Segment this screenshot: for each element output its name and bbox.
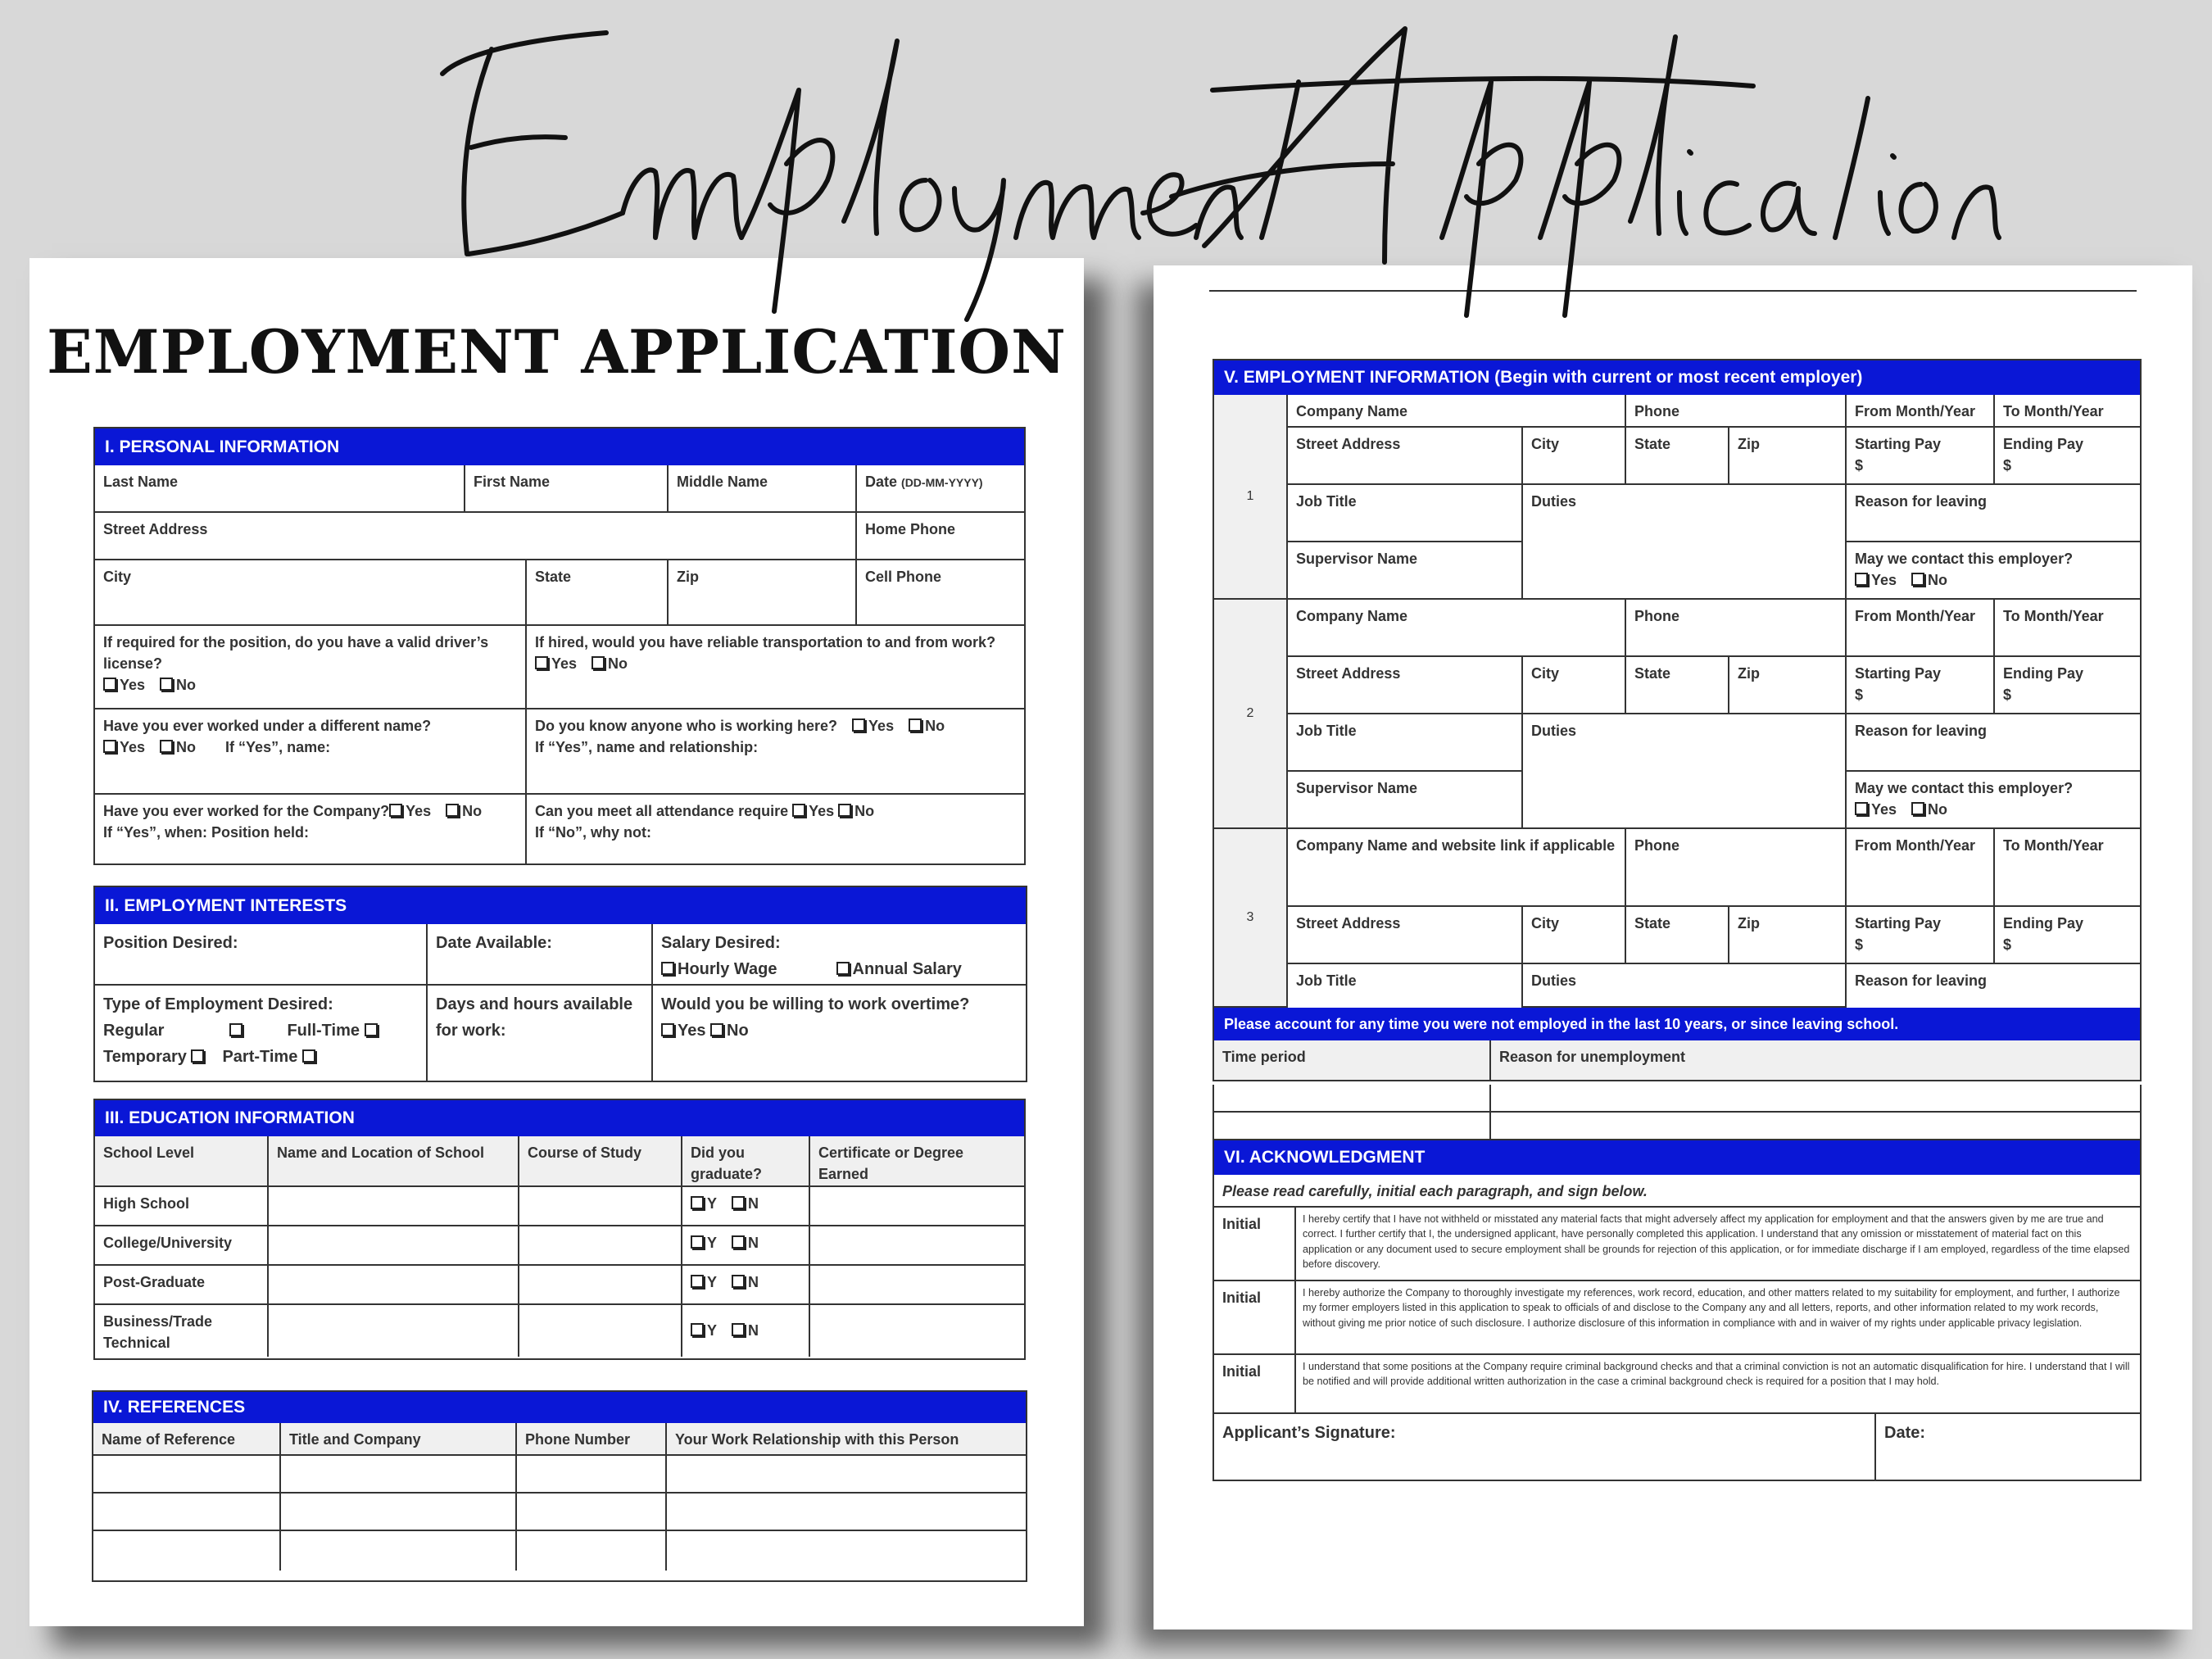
- phone-field[interactable]: Phone: [1626, 395, 1847, 428]
- unemployment-reason-header: Reason for unemployment: [1491, 1040, 2140, 1080]
- transport-yes-checkbox[interactable]: [535, 656, 548, 669]
- reason-for-leaving-field[interactable]: Reason for leaving: [1847, 964, 2140, 1022]
- graduated-yes-checkbox[interactable]: [691, 1235, 704, 1249]
- personal-section-header: I. PERSONAL INFORMATION: [95, 428, 1024, 465]
- initial-box-3[interactable]: Initial: [1214, 1355, 1296, 1414]
- street-address-field[interactable]: Street Address: [95, 513, 857, 560]
- education-entry-cell[interactable]: [269, 1266, 519, 1305]
- references-section: [92, 1390, 1027, 1582]
- street-address-field[interactable]: Street Address: [1288, 657, 1523, 714]
- middle-name-field[interactable]: Middle Name: [669, 465, 857, 513]
- overtime-question: Would you be willing to work overtime? Yes No: [661, 995, 970, 1040]
- days-hours-field[interactable]: Days and hours available for work:: [428, 986, 653, 1081]
- from-date-field[interactable]: From Month/Year: [1847, 600, 1995, 657]
- education-entry-cell[interactable]: [519, 1226, 682, 1266]
- time-period-cell[interactable]: [1214, 1085, 1491, 1113]
- personal-information-section: [93, 427, 1026, 865]
- employment-section-header: V. EMPLOYMENT INFORMATION (Begin with current or most recent employer): [1214, 360, 2140, 395]
- ending-pay-field[interactable]: Ending Pay $: [1995, 657, 2140, 714]
- reference-entry-cell[interactable]: [517, 1494, 667, 1531]
- reference-entry-cell[interactable]: [281, 1494, 517, 1531]
- know-yes-checkbox[interactable]: [852, 718, 865, 732]
- school-name-header: Name and Location of School: [269, 1136, 519, 1187]
- college-row-label: College/University: [95, 1226, 269, 1266]
- company-name-field[interactable]: Company Name and website link if applicable: [1288, 829, 1626, 907]
- ending-pay-field[interactable]: Ending Pay $: [1995, 428, 2140, 485]
- know-anyone-question: Do you know anyone who is working here? Yes No If “Yes”, name and relationship:: [527, 709, 1024, 795]
- graduated-no-checkbox[interactable]: [732, 1323, 745, 1336]
- contact-no-checkbox[interactable]: [1911, 573, 1924, 586]
- education-entry-cell[interactable]: [519, 1305, 682, 1357]
- date-field[interactable]: Date (DD-MM-YYYY): [857, 465, 1024, 513]
- education-entry-cell[interactable]: [519, 1266, 682, 1305]
- reference-entry-cell[interactable]: [517, 1456, 667, 1494]
- certificate-header: Certificate or Degree Earned: [810, 1136, 1024, 1187]
- position-desired-field[interactable]: Position Desired:: [95, 924, 428, 986]
- reference-entry-cell[interactable]: [667, 1494, 1026, 1531]
- license-no-checkbox[interactable]: [160, 678, 173, 691]
- education-entry-cell[interactable]: [810, 1187, 1024, 1226]
- acknowledgment-paragraph-1: I hereby certify that I have not withheld or misstated any material facts that might adversely affect my application for employment and that the answers given by me are true and correct. I further certify that I, the undersigned applicant, have personally completed this application. I understand that any omission or misstatement of material fact on this application or any document used to secure employment shall be grounds for rejection of this application, or for immediate discharge if I am employed, regardless of the time elapsed before discovery.: [1296, 1208, 2140, 1281]
- graduated-checkboxes: Y N: [682, 1187, 810, 1226]
- course-of-study-header: Course of Study: [519, 1136, 682, 1187]
- job-title-field[interactable]: Job Title: [1288, 485, 1523, 542]
- reference-relationship-header: Your Work Relationship with this Person: [667, 1423, 1026, 1456]
- education-entry-cell[interactable]: [519, 1187, 682, 1226]
- education-entry-cell[interactable]: [810, 1305, 1024, 1357]
- diff-name-no-checkbox[interactable]: [160, 740, 173, 753]
- acknowledgment-paragraph-2: I hereby authorize the Company to thoroughly investigate my references, work record, education, and other matters related to my suitability for employment, and further, I authorize my former employers listed in this application to speak to officials of and disclose to the Company any and all letters, reports, and other information related to my work records, without giving me prior notice of such disclosure. I authorize disclosure of this information in compliance with and in waiver of my rights under applicable privacy legislation.: [1296, 1281, 2140, 1355]
- post-graduate-row-label: Post-Graduate: [95, 1266, 269, 1305]
- reference-title-company-header: Title and Company: [281, 1423, 517, 1456]
- contact-employer-question: May we contact this employer? Yes No: [1847, 772, 2140, 829]
- reference-entry-cell[interactable]: [93, 1531, 281, 1571]
- employer-number: 3: [1214, 829, 1288, 1008]
- acknowledgment-instruction: Please read carefully, initial each paragraph, and sign below.: [1214, 1175, 2140, 1208]
- job-title-field[interactable]: Job Title: [1288, 714, 1523, 772]
- contact-yes-checkbox[interactable]: [1855, 573, 1868, 586]
- graduated-yes-checkbox[interactable]: [691, 1196, 704, 1209]
- duties-field[interactable]: Duties: [1523, 964, 1847, 1008]
- business-trade-row-label: Business/Trade Technical: [95, 1305, 269, 1357]
- graduated-checkboxes: Y N: [682, 1226, 810, 1266]
- education-entry-cell[interactable]: [810, 1266, 1024, 1305]
- reference-entry-cell[interactable]: [281, 1531, 517, 1571]
- worked-yes-checkbox[interactable]: [389, 804, 402, 817]
- time-period-cell[interactable]: [1214, 1113, 1491, 1140]
- reference-entry-cell[interactable]: [517, 1531, 667, 1571]
- city-field[interactable]: City: [1523, 657, 1626, 714]
- from-date-field[interactable]: From Month/Year: [1847, 829, 1995, 907]
- state-field[interactable]: State: [1626, 907, 1729, 964]
- initial-box-2[interactable]: Initial: [1214, 1281, 1296, 1355]
- license-question: If required for the position, do you have a valid driver’s license? Yes No: [95, 626, 527, 709]
- reason-for-leaving-field[interactable]: Reason for leaving: [1847, 485, 2140, 542]
- worked-for-company-question: Have you ever worked for the Company? Yes No If “Yes”, when: Position held:: [95, 795, 527, 863]
- employer-number: 2: [1214, 600, 1288, 829]
- unemployment-reason-cell[interactable]: [1491, 1085, 2140, 1113]
- acknowledgment-section: [1213, 1139, 2142, 1481]
- company-name-field[interactable]: Company Name: [1288, 395, 1626, 428]
- attendance-no-checkbox[interactable]: [838, 804, 851, 817]
- supervisor-name-field[interactable]: Supervisor Name: [1288, 772, 1523, 829]
- graduated-no-checkbox[interactable]: [732, 1275, 745, 1288]
- city-field[interactable]: City: [1523, 907, 1626, 964]
- city-field[interactable]: City: [1523, 428, 1626, 485]
- zip-field[interactable]: Zip: [1729, 657, 1847, 714]
- applicant-signature-field[interactable]: Applicant’s Signature:: [1214, 1414, 1876, 1480]
- zip-field[interactable]: Zip: [1729, 907, 1847, 964]
- to-date-field[interactable]: To Month/Year: [1995, 600, 2140, 657]
- reference-phone-header: Phone Number: [517, 1423, 667, 1456]
- starting-pay-field[interactable]: Starting Pay $: [1847, 428, 1995, 485]
- last-name-field[interactable]: Last Name: [95, 465, 465, 513]
- overtime-yes-checkbox[interactable]: [661, 1023, 674, 1036]
- reference-entry-cell[interactable]: [281, 1456, 517, 1494]
- school-level-header: School Level: [95, 1136, 269, 1187]
- employment-information-section: [1213, 359, 2142, 1081]
- graduated-yes-checkbox[interactable]: [691, 1275, 704, 1288]
- cell-phone-field[interactable]: Cell Phone: [857, 560, 1024, 626]
- unemployment-rows: [1213, 1085, 2142, 1142]
- state-field[interactable]: State: [1626, 657, 1729, 714]
- company-name-field[interactable]: Company Name: [1288, 600, 1626, 657]
- ending-pay-field[interactable]: Ending Pay $: [1995, 907, 2140, 964]
- zip-field[interactable]: Zip: [1729, 428, 1847, 485]
- unemployment-header: Please account for any time you were not employed in the last 10 years, or since leaving school.: [1214, 1008, 2140, 1040]
- initial-box-1[interactable]: Initial: [1214, 1208, 1296, 1281]
- starting-pay-field[interactable]: Starting Pay $: [1847, 657, 1995, 714]
- high-school-row-label: High School: [95, 1187, 269, 1226]
- job-title-field[interactable]: Job Title: [1288, 964, 1523, 1022]
- acknowledgment-paragraph-3: I understand that some positions at the Company require criminal background checks and that a criminal conviction is not an automatic disqualification for hire. I understand that I will be notified and will provide additional written authorization in the case a criminal background check is required for a position that I may hold.: [1296, 1355, 2140, 1414]
- graduated-no-checkbox[interactable]: [732, 1196, 745, 1209]
- phone-field[interactable]: Phone: [1626, 829, 1847, 907]
- to-date-field[interactable]: To Month/Year: [1995, 395, 2140, 428]
- transport-no-checkbox[interactable]: [592, 656, 605, 669]
- state-field[interactable]: State: [1626, 428, 1729, 485]
- interests-section-header: II. EMPLOYMENT INTERESTS: [95, 887, 1026, 924]
- education-entry-cell[interactable]: [269, 1226, 519, 1266]
- zip-field[interactable]: Zip: [669, 560, 857, 626]
- reason-for-leaving-field[interactable]: Reason for leaving: [1847, 714, 2140, 772]
- street-address-field[interactable]: Street Address: [1288, 428, 1523, 485]
- from-date-field[interactable]: From Month/Year: [1847, 395, 1995, 428]
- references-section-header: IV. REFERENCES: [93, 1392, 1026, 1423]
- education-entry-cell[interactable]: [269, 1305, 519, 1357]
- diff-name-yes-checkbox[interactable]: [103, 740, 116, 753]
- city-field[interactable]: City: [95, 560, 527, 626]
- employment-interests-section: [93, 886, 1027, 1082]
- duties-field[interactable]: Duties: [1523, 714, 1847, 829]
- transport-question: If hired, would you have reliable transportation to and from work? Yes No: [527, 626, 1024, 709]
- hourly-wage-checkbox[interactable]: [661, 962, 674, 975]
- different-name-question: Have you ever worked under a different name? Yes No If “Yes”, name:: [95, 709, 527, 795]
- unemployment-reason-cell[interactable]: [1491, 1113, 2140, 1140]
- document-title: EMPLOYMENT APPLICATION: [47, 317, 1067, 388]
- to-date-field[interactable]: To Month/Year: [1995, 829, 2140, 907]
- starting-pay-field[interactable]: Starting Pay $: [1847, 907, 1995, 964]
- education-entry-cell[interactable]: [269, 1187, 519, 1226]
- contact-no-checkbox[interactable]: [1911, 802, 1924, 815]
- education-section-header: III. EDUCATION INFORMATION: [95, 1100, 1024, 1136]
- temporary-checkbox[interactable]: [191, 1049, 204, 1063]
- application-page-2: [1154, 265, 2192, 1630]
- attendance-yes-checkbox[interactable]: [792, 804, 805, 817]
- overtime-no-checkbox[interactable]: [710, 1023, 723, 1036]
- full-time-checkbox[interactable]: [365, 1023, 378, 1036]
- worked-no-checkbox[interactable]: [446, 804, 459, 817]
- graduated-yes-checkbox[interactable]: [691, 1323, 704, 1336]
- education-section: [93, 1099, 1026, 1360]
- graduated-no-checkbox[interactable]: [732, 1235, 745, 1249]
- annual-salary-checkbox[interactable]: [836, 962, 850, 975]
- reference-entry-cell[interactable]: [667, 1531, 1026, 1571]
- part-time-checkbox[interactable]: [302, 1049, 315, 1063]
- graduated-header: Did you graduate?: [682, 1136, 810, 1187]
- reference-entry-cell[interactable]: [667, 1456, 1026, 1494]
- phone-field[interactable]: Phone: [1626, 600, 1847, 657]
- signature-date-field[interactable]: Date:: [1884, 1424, 1926, 1442]
- graduated-checkboxes: Y N: [682, 1266, 810, 1305]
- time-period-header: Time period: [1214, 1040, 1491, 1080]
- graduated-checkboxes: Y N: [682, 1305, 810, 1357]
- acknowledgment-header: VI. ACKNOWLEDGMENT: [1214, 1140, 2140, 1175]
- supervisor-name-field[interactable]: Supervisor Name: [1288, 542, 1523, 600]
- top-rule: [1209, 290, 2137, 292]
- reference-entry-cell[interactable]: [93, 1456, 281, 1494]
- know-no-checkbox[interactable]: [909, 718, 922, 732]
- salary-desired-field: Salary Desired: Hourly Wage Annual Salary: [653, 924, 1026, 986]
- application-page-1: [29, 258, 1084, 1626]
- state-field[interactable]: State: [527, 560, 669, 626]
- education-entry-cell[interactable]: [810, 1226, 1024, 1266]
- date-available-field[interactable]: Date Available:: [428, 924, 653, 986]
- reference-entry-cell[interactable]: [93, 1494, 281, 1531]
- duties-field[interactable]: Duties: [1523, 485, 1847, 600]
- reference-name-header: Name of Reference: [93, 1423, 281, 1456]
- contact-employer-question: May we contact this employer? Yes No: [1847, 542, 2140, 600]
- attendance-question: Can you meet all attendance require Yes No If “No”, why not:: [535, 803, 875, 841]
- street-address-field[interactable]: Street Address: [1288, 907, 1523, 964]
- license-yes-checkbox[interactable]: [103, 678, 116, 691]
- first-name-field[interactable]: First Name: [465, 465, 669, 513]
- employer-number: 1: [1214, 395, 1288, 600]
- employment-type-field: Type of Employment Desired: Regular Full-Time Temporary Part-Time: [95, 986, 428, 1081]
- home-phone-field[interactable]: Home Phone: [857, 513, 1024, 560]
- regular-checkbox[interactable]: [229, 1023, 243, 1036]
- contact-yes-checkbox[interactable]: [1855, 802, 1868, 815]
